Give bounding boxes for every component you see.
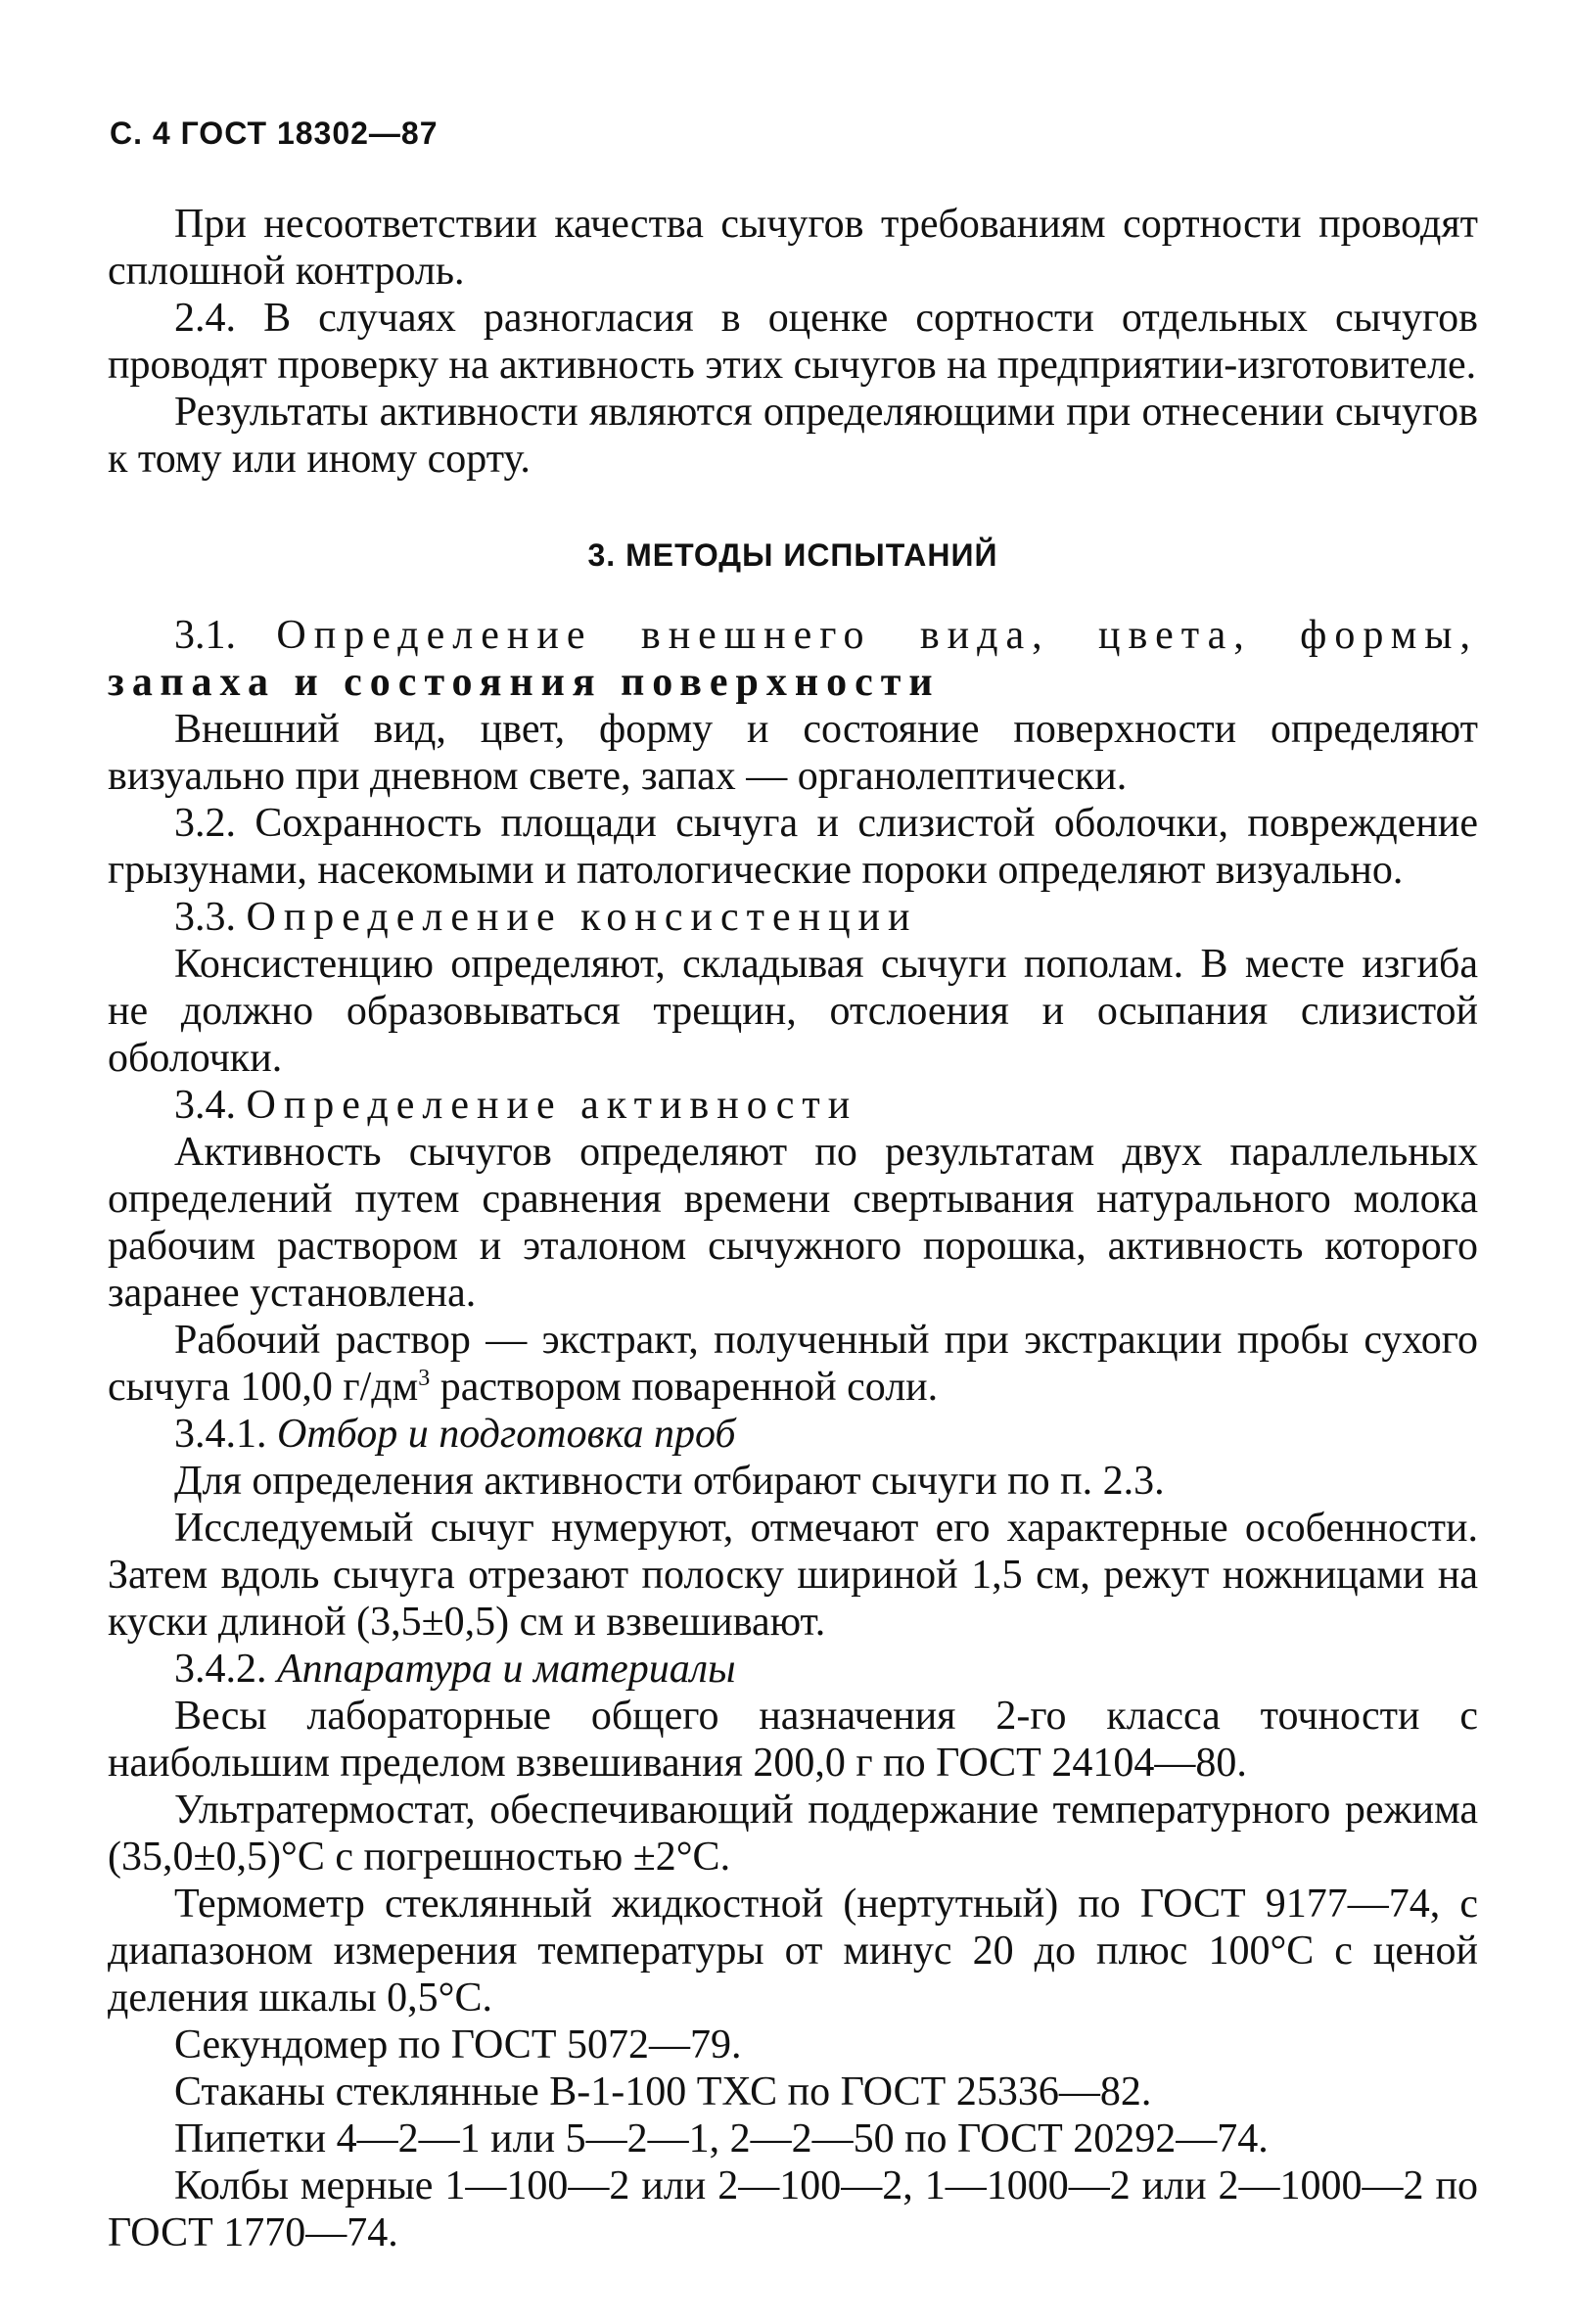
paragraph-sortness-control: При несоответствии качества сычугов требованиям сортности проводят сплошной контроль. [108,202,1478,294]
equipment-item-ultrathermostat: Ультратермостат, обеспечивающий поддержание температурного режима (35,0±0,5)°С с погрешностью ±2°С. [108,1788,1478,1880]
equipment-item-thermometer: Термометр стеклянный жидкостной (нертутный) по ГОСТ 9177—74, с диапазоном измерения температуры от минус 20 до плюс 100°С с ценой деления шкалы 0,5°С. [108,1882,1478,2021]
subsection-3-4-1-text-2: Исследуемый сычуг нумеруют, отмечают его характерные особенности. Затем вдоль сычуга отрезают полоску шириной 1,5 см, режут ножницами на куски длиной (3,5±0,5) см и взвешивают. [108,1506,1478,1645]
section-3-title: 3. МЕТОДЫ ИСПЫТАНИЙ [587,537,998,573]
subsection-3-4-2-title: Аппаратура и материалы [277,1647,736,1692]
subsection-3-4-number: 3.4. [174,1083,236,1128]
subsection-3-4-1-number: 3.4.1. [174,1412,267,1457]
subsection-3-4-1-text-1: Для определения активности отбирают сычуги по п. 2.3. [174,1459,1165,1504]
subsection-3-3-heading [108,894,1478,941]
working-solution-text-b: раствором поваренной соли. [430,1365,939,1410]
equipment-item-scales: Весы лабораторные общего назначения 2-го класса точности с наибольшим пределом взвешивания 200,0 г по ГОСТ 24104—80. [108,1694,1478,1786]
paragraph-2-4: 2.4. В случаях разногласия в оценке сортности отдельных сычугов проводят проверку на активность этих сычугов на предприятии-изготовителе. [108,296,1478,388]
subsection-3-1-title-a: Определение внешнего вида, цвета, формы, [276,613,1478,658]
subsection-3-4-2-heading [108,1646,1478,1693]
subsection-3-4-text: Активность сычугов определяют по результатам двух параллельных определений путем сравнения времени свертывания натурального молока рабочим раствором и эталоном сычужного порошка, активность которого заранее установлена. [108,1130,1478,1316]
equipment-item-flasks: Колбы мерные 1—100—2 или 2—100—2, 1—1000—2 или 2—1000—2 по ГОСТ 1770—74. [108,2163,1478,2255]
subsection-3-4-heading [108,1082,1478,1129]
subsection-3-4-1-title: Отбор и подготовка проб [277,1412,736,1457]
subsection-3-3-number: 3.3. [174,895,236,940]
subsection-3-4-2-number: 3.4.2. [174,1647,267,1692]
subsection-3-4-working-solution [108,1317,1478,1411]
subsection-3-3-text: Консистенцию определяют, складывая сычуги пополам. В месте изгиба не должно образовываться трещин, отслоения и осыпания слизистой оболочки. [108,942,1478,1081]
subsection-3-4-title: Определение активности [246,1083,858,1128]
subsection-3-2-text: 3.2. Сохранность площади сычуга и слизистой оболочки, повреждение грызунами, насекомыми и патологические пороки определяют визуально. [108,801,1478,893]
paragraph-activity-results: Результаты активности являются определяющими при отнесении сычугов к тому или иному сорту. [108,390,1478,482]
subsection-3-1-heading [108,612,1478,706]
equipment-item-stopwatch: Секундомер по ГОСТ 5072—79. [174,2022,742,2068]
subsection-3-1-text: Внешний вид, цвет, форму и состояние поверхности определяют визуально при дневном свете, запах — органолептически. [108,707,1478,799]
equipment-item-pipettes: Пипетки 4—2—1 или 5—2—1, 2—2—50 по ГОСТ 20292—74. [174,2116,1269,2161]
working-solution-superscript: 3 [418,1366,431,1391]
subsection-3-3-title: Определение консистенции [246,895,918,940]
working-solution-text-a: Рабочий раствор — экстракт, полученный при экстракции пробы сухого сычуга 100,0 г/дм [108,1318,1478,1410]
subsection-3-1-number: 3.1. [174,613,236,658]
page-header: С. 4 ГОСТ 18302—87 [110,116,439,151]
equipment-item-glasses: Стаканы стеклянные В-1-100 ТХС по ГОСТ 25336—82. [174,2069,1152,2115]
document-body [108,201,1478,2256]
subsection-3-1-title-b: запаха и состояния поверхности [108,660,941,705]
subsection-3-4-1-heading [108,1411,1478,1458]
